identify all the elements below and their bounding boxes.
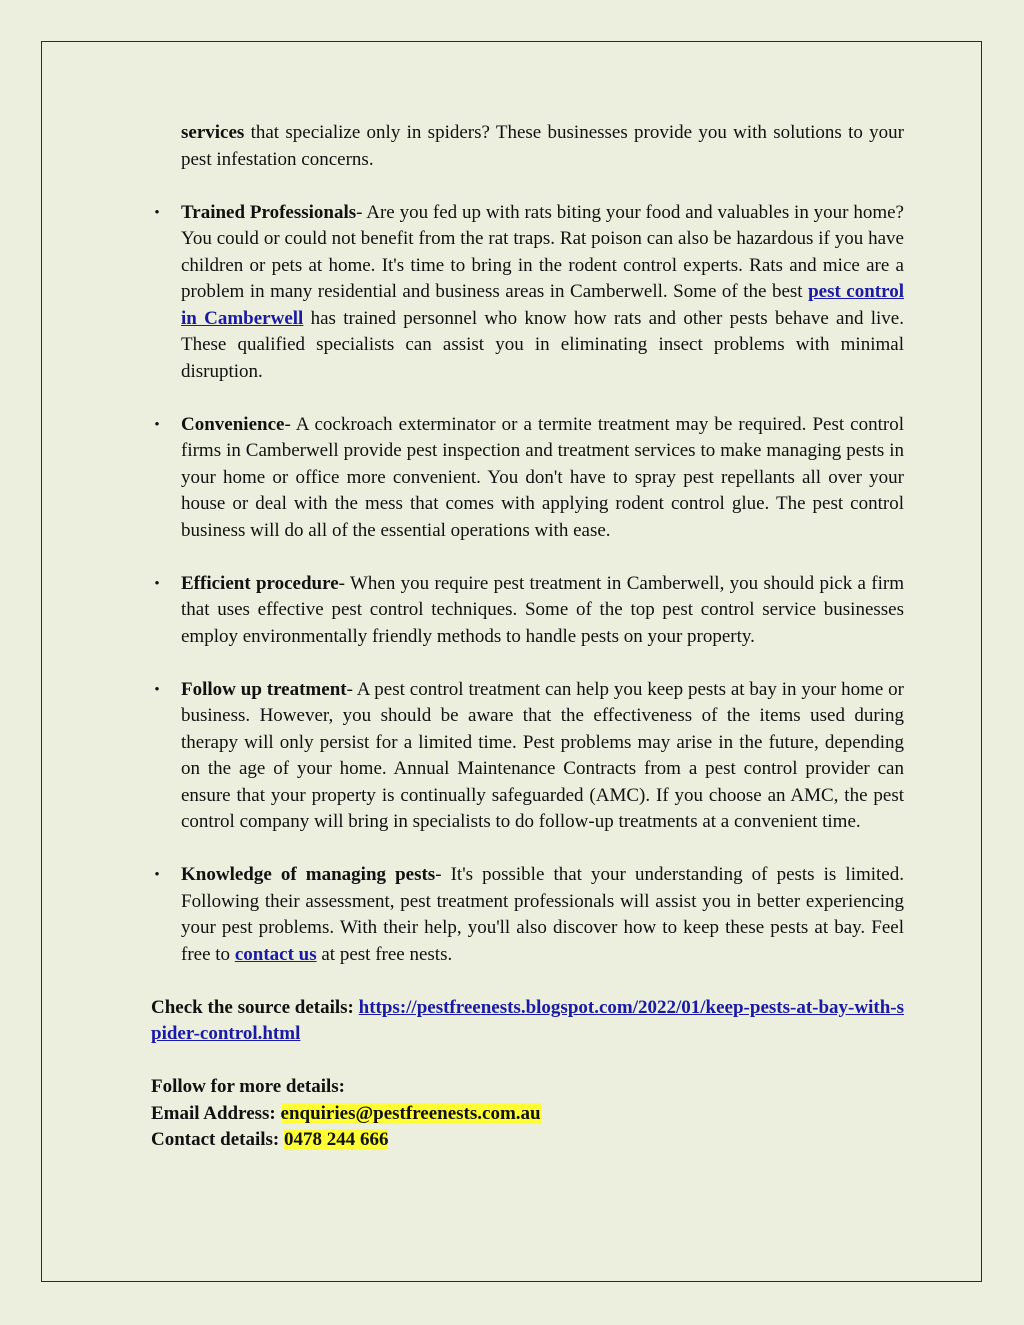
list-item-trained-professionals	[151, 200, 904, 386]
item-text: - It's possible that your understanding of pests is limited. Following their assessment, pest treatment professionals will assist you in better experiencing your pest problems. With their help, you'll also discover how to keep these pests at bay. Feel free to	[181, 864, 904, 965]
phone-number: 0478 244 666	[283, 1129, 389, 1150]
contact-label: Contact details:	[151, 1129, 284, 1150]
item-text-after: has trained personnel who know how rats and other pests behave and live. These qualified specialists can assist you in eliminating insect problems with minimal disruption.	[181, 307, 904, 382]
email-address: enquiries@pestfreenests.com.au	[280, 1102, 541, 1124]
list-item-convenience	[151, 412, 904, 545]
item-title: Trained Professionals	[181, 201, 357, 223]
intro-paragraph	[151, 120, 904, 173]
list-item-knowledge-managing-pests	[151, 862, 904, 968]
benefits-list	[151, 200, 904, 969]
follow-heading: Follow for more details:	[151, 1076, 346, 1097]
document-page	[41, 41, 982, 1282]
email-label: Email Address:	[151, 1102, 281, 1124]
bullet-icon: •	[154, 204, 160, 221]
item-text: - When you require pest treatment in Camberwell, you should pick a firm that uses effective pest control techniques. Some of the top pest control service businesses employ environmentally friendly methods to handle pests on your property.	[181, 572, 904, 647]
item-text: - Are you fed up with rats biting your food and valuables in your home? You could or could not benefit from the rat traps. Rat poison can also be hazardous if you have children or pets at home. It's time to bring in the rodent control experts. Rats and mice are a problem in many residential and business areas in Camberwell. Some of the best	[181, 201, 904, 302]
bullet-icon: •	[154, 416, 160, 433]
source-paragraph	[151, 995, 904, 1048]
bullet-icon: •	[154, 867, 160, 883]
source-url-link[interactable]: https://pestfreenests.blogspot.com/2022/01/keep-pests-at-bay-with-spider-control.html	[151, 996, 904, 1044]
item-text: - A pest control treatment can help you keep pests at bay in your home or business. However, you should be aware that the effectiveness of the items used during therapy will only persist for a limited time. Pest problems may arise in the future, depending on the age of your home. Annual Maintenance Contracts from a pest control provider can ensure that your property is continually safeguarded (AMC). If you choose an AMC, the pest control company will bring in specialists to do follow-up treatments at a convenient time.	[181, 678, 904, 832]
item-title: Knowledge of managing pests	[181, 864, 436, 885]
contact-block	[151, 1074, 904, 1154]
bullet-icon: •	[154, 575, 160, 592]
source-label: Check the source details:	[151, 996, 359, 1018]
pest-control-camberwell-link[interactable]: pest control in Camberwell	[181, 281, 904, 329]
contact-us-link[interactable]: contact us	[234, 943, 317, 965]
intro-text: that specialize only in spiders? These businesses provide you with solutions to your pest infestation concerns.	[181, 122, 904, 170]
item-text: - A cockroach exterminator or a termite treatment may be required. Pest control firms in Camberwell provide pest inspection and treatment services to make managing pests in your home or office more convenient. You don't have to spray pest repellants all over your house or deal with the mess that comes with applying rodent control glue. The pest control business will do all of the essential operations with ease.	[181, 413, 904, 541]
item-text-after: at pest free nests.	[316, 943, 453, 965]
item-title: Efficient procedure	[181, 572, 339, 594]
item-title: Follow up treatment	[181, 678, 347, 700]
list-item-efficient-procedure	[151, 571, 904, 651]
intro-bold: services	[181, 122, 245, 143]
list-item-follow-up-treatment	[151, 677, 904, 836]
bullet-icon: •	[154, 681, 160, 698]
document-body	[151, 120, 904, 1154]
item-title: Convenience	[181, 413, 285, 435]
